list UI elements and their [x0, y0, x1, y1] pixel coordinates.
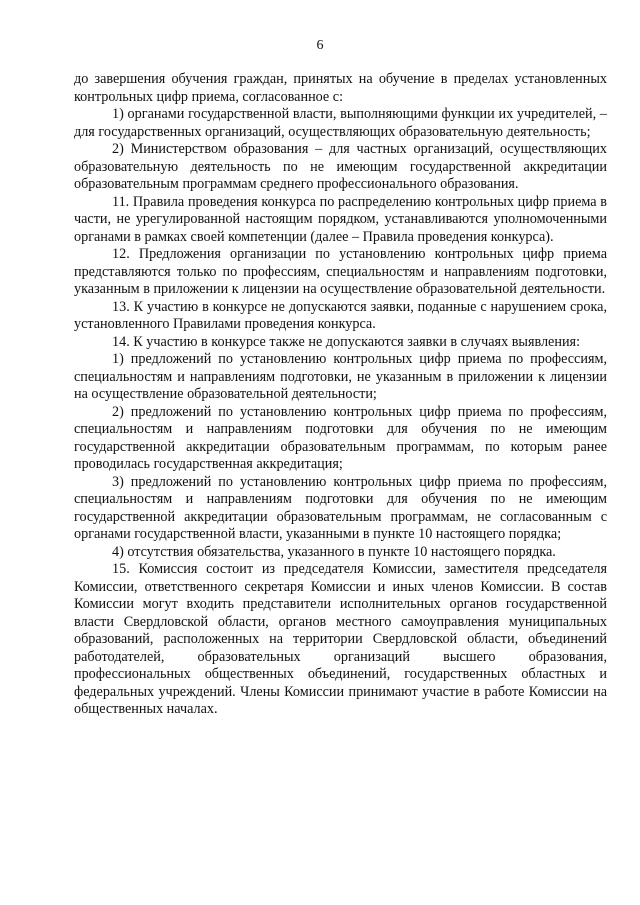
clause-15: 15. Комиссия состоит из председателя Комиссии, заместителя председателя Комиссии, ответственного секретаря Комиссии и иных членов Комиссии. В состав Комиссии могут входить представители исполнительных органов государственной власти Свердловской области, органов местного самоуправления муниципальных образований, расположенных на территории Свердловской области, объединений работодателей, образовательных организаций высшего образования, профессиональных общественных объединений, государственных областных и федеральных учреждений. Члены Комиссии принимают участие в работе Комиссии на общественных началах. — [74, 561, 607, 717]
list-item-2: 2) Министерством образования – для частных организаций, осуществляющих образовательную деятельность по не имеющим государственной аккредитации образовательным программам среднего профессионального образования. — [74, 141, 607, 192]
clause-13: 13. К участию в конкурсе не допускаются заявки, поданные с нарушением срока, установленного Правилами проведения конкурса. — [74, 298, 607, 332]
page-number: 6 — [316, 38, 324, 53]
clause-14: 14. К участию в конкурсе также не допускаются заявки в случаях выявления: — [112, 333, 581, 350]
clause-11: 11. Правила проведения конкурса по распределению контрольных цифр приема в части, не урегулированной настоящим порядком, устанавливаются уполномоченными органами в рамках своей компетенции (далее – Правила проведения конкурса). — [74, 193, 607, 245]
document-body — [74, 71, 607, 719]
clause-14-item-3: 3) предложений по установлению контрольных цифр приема по профессиям, специальностям и направлениям подготовки для обучения по не имеющим государственной аккредитации образовательным программам, не согласованным с органами государственной власти, указанными в пункте 10 настоящего порядка; — [74, 473, 607, 542]
clause-14-item-1: 1) предложений по установлению контрольных цифр приема по профессиям, специальностям и направлениям подготовки, не указанным в приложении к лицензии на осуществление образовательной деятельности; — [74, 351, 607, 402]
clause-12: 12. Предложения организации по установлению контрольных цифр приема представляются только по профессиям, специальностям и направлениям подготовки, указанным в приложении к лицензии на осуществление образовательной деятельности. — [74, 246, 607, 297]
clause-14-item-2: 2) предложений по установлению контрольных цифр приема по профессиям, специальностям и направлениям подготовки для обучения по не имеющим государственной аккредитации образовательным программам, по которым ранее проводилась государственная аккредитация; — [74, 403, 607, 472]
clause-14-item-4: 4) отсутствия обязательства, указанного в пункте 10 настоящего порядка. — [112, 543, 556, 560]
list-item-1: 1) органами государственной власти, выполняющими функции их учредителей, – для государственных организаций, осуществляющих образовательную деятельность; — [74, 106, 607, 140]
paragraph-continuation: до завершения обучения граждан, принятых на обучение в пределах установленных контрольных цифр приема, согласованное с: — [74, 71, 607, 105]
